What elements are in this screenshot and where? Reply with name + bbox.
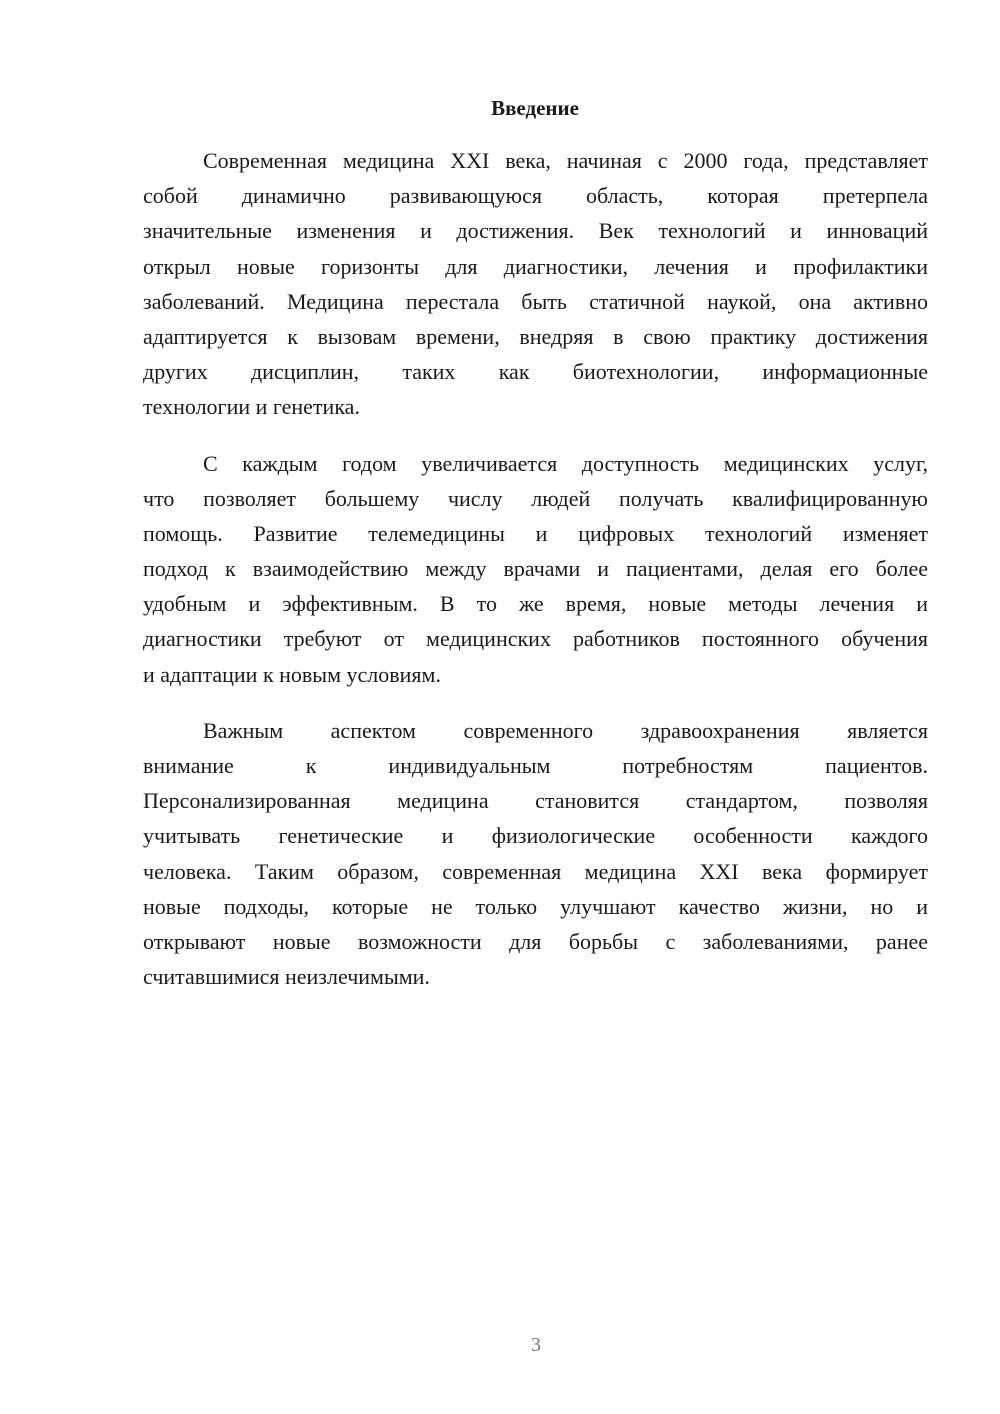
- paragraph: [143, 446, 928, 692]
- text-line: Современная медицина XXI века, начиная с 2000 года, представляет: [203, 148, 928, 173]
- text-line: диагностики требуют от медицинских работников постоянного обучения: [143, 626, 928, 652]
- text-line: адаптируется к вызовам времени, внедряя в свою практику достижения: [143, 323, 928, 349]
- text-line: Персонализированная медицина становится стандартом, позволяя: [143, 788, 928, 814]
- text-line: открыл новые горизонты для диагностики, лечения и профилактики: [143, 253, 928, 279]
- page-number: 3: [531, 1334, 541, 1356]
- text-line: открывают новые возможности для борьбы с заболеваниями, ранее: [143, 928, 928, 954]
- text-line: собой динамично развивающуюся область, которая претерпела: [143, 183, 928, 209]
- text-line: других дисциплин, таких как биотехнологии, информационные: [143, 359, 928, 385]
- text-line: Важным аспектом современного здравоохранения является: [203, 717, 928, 743]
- paragraph: [143, 143, 928, 425]
- text-line: заболеваний. Медицина перестала быть статичной наукой, она активно: [143, 288, 928, 314]
- text-line: новые подходы, которые не только улучшают качество жизни, но и: [143, 893, 928, 919]
- text-line: подход к взаимодействию между врачами и пациентами, делая его более: [143, 556, 928, 582]
- text-line: значительные изменения и достижения. Век технологий и инноваций: [143, 218, 928, 244]
- document-body: [143, 143, 928, 1015]
- text-line: считавшимися неизлечимыми.: [143, 964, 430, 990]
- text-line: учитывать генетические и физиологические особенности каждого: [143, 823, 928, 849]
- text-line: технологии и генетика.: [143, 394, 360, 420]
- text-line: что позволяет большему числу людей получать квалифицированную: [143, 485, 928, 511]
- text-line: и адаптации к новым условиям.: [143, 661, 441, 687]
- text-line: С каждым годом увеличивается доступность медицинских услуг,: [203, 450, 928, 476]
- text-line: человека. Таким образом, современная медицина XXI века формирует: [143, 858, 928, 884]
- text-line: внимание к индивидуальным потребностям пациентов.: [143, 753, 928, 778]
- text-line: помощь. Развитие телемедицины и цифровых технологий изменяет: [143, 520, 928, 546]
- text-line: удобным и эффективным. В то же время, новые методы лечения и: [143, 591, 928, 617]
- paragraph: [143, 713, 928, 995]
- section-title: Введение: [491, 96, 579, 120]
